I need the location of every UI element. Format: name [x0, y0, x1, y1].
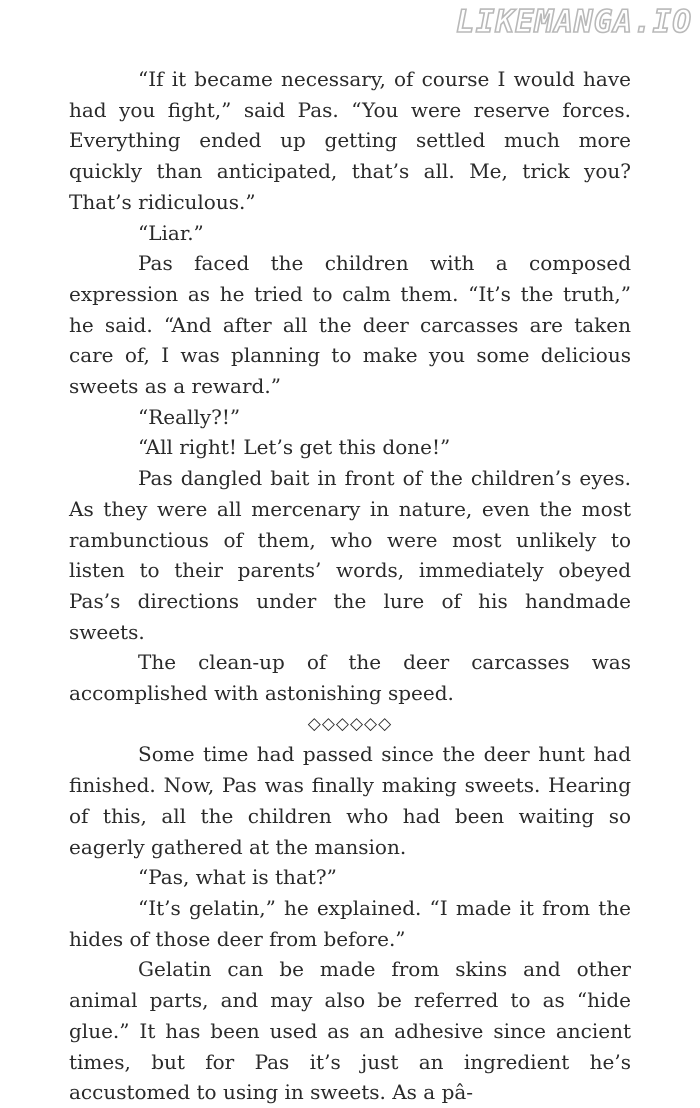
paragraph: Some time had passed since the deer hunt had finished. Now, Pas was finally making sweets. Hearing of this, all the children who had been waiting so eagerly gathered at the mansion. [69, 742, 631, 859]
paragraph: “Liar.” [138, 220, 204, 245]
paragraph: Pas faced the children with a composed expression as he tried to calm them. “It’s the truth,” he said. “And after all the deer carcasses are taken care of, I was planning to make you some delicious sweets as a reward.” [69, 251, 631, 399]
paragraph: “It’s gelatin,” he explained. “I made it from the hides of those deer from before.” [69, 895, 631, 951]
paragraph: “All right! Let’s get this done!” [138, 435, 451, 460]
page-text [69, 64, 631, 1108]
site-watermark: LIKEMANGA.IO [456, 4, 692, 40]
paragraph: Gelatin can be made from skins and other animal parts, and may also be referred to as “hide glue.” It has been used as an adhesive since ancient times, but for Pas it’s just an ingredient he’s accustomed to using in sweets. As a pâ- [69, 957, 631, 1105]
paragraph: Pas dangled bait in front of the children’s eyes. As they were all mercenary in nature, even the most rambunctious of them, who were most unlikely to listen to their parents’ words, immediately obeyed Pas’s directions under the lure of his handmade sweets. [69, 466, 631, 644]
paragraph: The clean-up of the deer carcasses was accomplished with astonishing speed. [69, 650, 631, 706]
scene-break-divider: ◇◇◇◇◇◇ [307, 713, 393, 734]
paragraph: “Really?!” [138, 404, 241, 429]
paragraph: “If it became necessary, of course I would have had you fight,” said Pas. “You were reserve forces. Everything ended up getting settled much more quickly than anticipated, that’s all. Me, trick you? That’s ridiculous.” [69, 67, 631, 214]
paragraph: “Pas, what is that?” [138, 865, 337, 890]
